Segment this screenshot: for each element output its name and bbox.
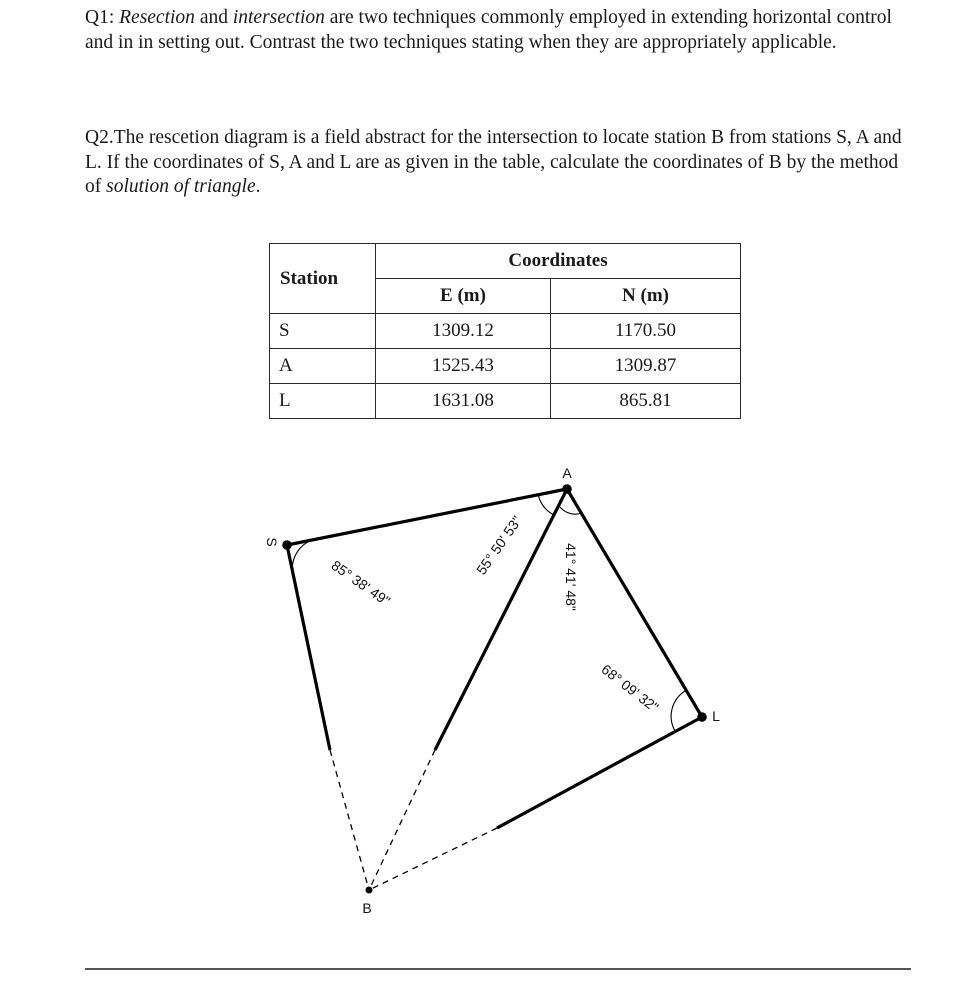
easting-cell: 1631.08 (376, 384, 551, 419)
angle-arc-A-left (538, 494, 554, 515)
station-point-S (282, 540, 292, 550)
northing-cell: 865.81 (551, 384, 741, 419)
label-S: S (264, 537, 280, 547)
q2-method: solution of triangle (106, 176, 256, 197)
q1-lead: Q1: (85, 7, 120, 28)
label-A: A (562, 465, 572, 481)
northing-cell: 1309.87 (551, 349, 741, 384)
label-B: B (362, 900, 372, 916)
angle-label-A-left: 55° 50' 53" (472, 512, 525, 578)
station-cell: L (270, 384, 376, 419)
table-row (270, 314, 741, 349)
line-L-B (497, 717, 702, 828)
northing-cell: 1170.50 (551, 314, 741, 349)
angle-label-L: 68° 09' 32" (598, 660, 662, 716)
easting-header: E (m) (376, 279, 551, 314)
question-2 (85, 126, 915, 200)
easting-cell: 1309.12 (376, 314, 551, 349)
angle-label-A-right: 41° 41' 48" (563, 543, 579, 611)
station-point-B (366, 887, 373, 894)
easting-cell: 1525.43 (376, 349, 551, 384)
table-header-row (270, 244, 741, 279)
northing-header: N (m) (551, 279, 741, 314)
dash-S-B (330, 750, 369, 890)
dash-L-B (369, 828, 497, 890)
q2-text: Q2.The rescetion diagram is a field abstract for the intersection to locate station B from stations S, A and L. If the coordinates of S, A and L are as given in the table, calculate the coordinates of B by the method of (85, 127, 902, 197)
station-cell: S (270, 314, 376, 349)
resection-diagram (0, 440, 975, 940)
q1-mid: and (194, 7, 233, 28)
dash-A-B (369, 750, 435, 890)
station-point-A (562, 484, 572, 494)
q1-rest: are two techniques commonly employed in extending horizontal control and in in setting out. Contrast the two techniques stating when they are appropriately applicable. (85, 7, 892, 53)
station-point-L (697, 712, 707, 722)
coordinates-header: Coordinates (376, 244, 741, 279)
table-row (270, 384, 741, 419)
label-L: L (712, 708, 720, 724)
line-S-A (287, 489, 567, 545)
question-1 (85, 6, 915, 55)
coordinates-table (269, 243, 741, 419)
q1-term-resection: Resection (119, 7, 195, 28)
station-cell: A (270, 349, 376, 384)
line-S-B (287, 545, 330, 750)
footer-rule (85, 968, 911, 970)
q2-end: . (255, 176, 261, 197)
angle-arc-L (671, 691, 685, 731)
q1-term-intersection: intersection (232, 7, 325, 28)
station-header: Station (270, 244, 376, 314)
angle-label-S: 85° 38' 49" (328, 556, 394, 609)
table-row (270, 349, 741, 384)
